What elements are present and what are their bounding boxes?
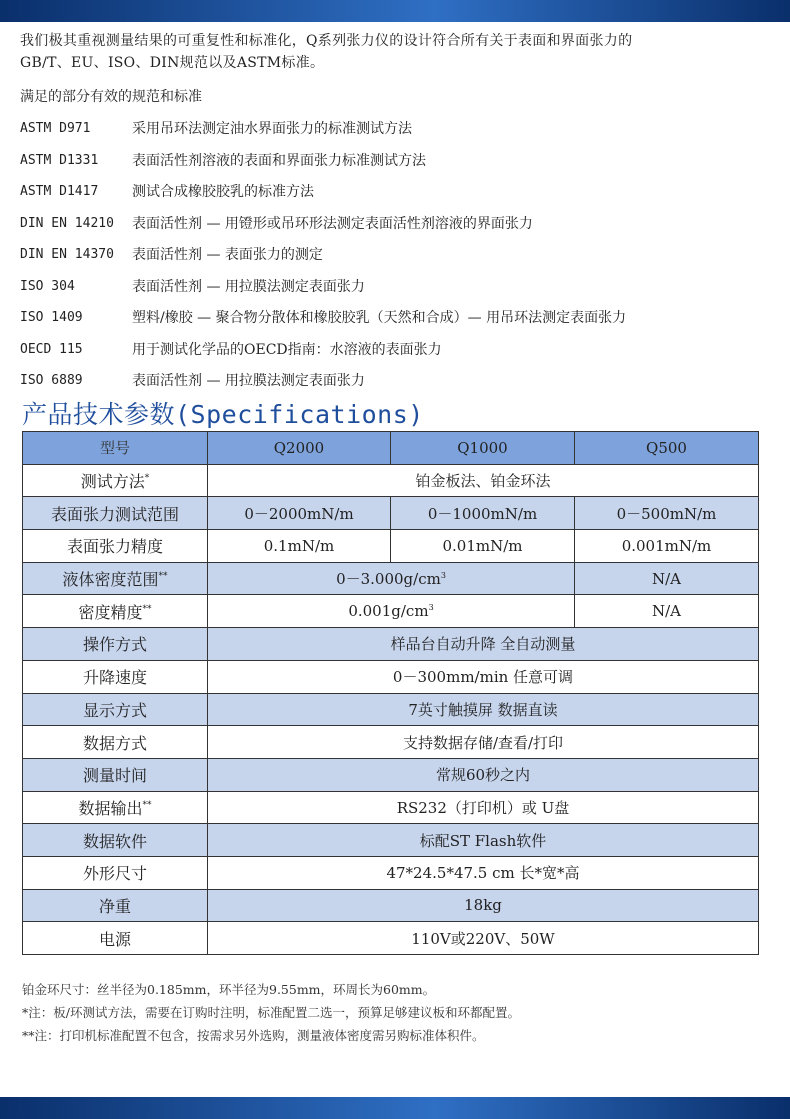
standard-code: ASTM D971 bbox=[20, 121, 91, 136]
standard-code: ASTM D1417 bbox=[20, 184, 99, 199]
precision-q1000: 0.01mN/m bbox=[391, 530, 575, 563]
standard-item bbox=[20, 179, 780, 211]
test-method-label: 测试方法 bbox=[80, 472, 145, 492]
standards-list bbox=[20, 116, 780, 400]
standard-item bbox=[20, 242, 780, 274]
operation-value: 样品台自动升降 全自动测量 bbox=[208, 628, 759, 661]
footnote-mark: ** bbox=[142, 800, 152, 811]
software-value: 标配ST Flash软件 bbox=[208, 824, 759, 857]
table-row bbox=[23, 726, 759, 759]
standard-item bbox=[20, 305, 780, 337]
precision-q500: 0.001mN/m bbox=[575, 530, 759, 563]
standard-code: ASTM D1331 bbox=[20, 152, 99, 168]
table-row bbox=[23, 856, 759, 889]
density-precision-q500: N/A bbox=[575, 595, 759, 628]
row-label bbox=[23, 464, 208, 497]
display-value: 7英寸触摸屏 数据直读 bbox=[208, 693, 759, 726]
intro-line-1: 我们极其重视测量结果的可重复性和标准化，Q系列张力仪的设计符合所有关于表面和界面张力的 bbox=[20, 33, 633, 49]
standard-description: 测试合成橡胶胶乳的标准方法 bbox=[132, 184, 314, 200]
data-mode-value: 支持数据存储/查看/打印 bbox=[208, 726, 759, 759]
operation-label: 操作方式 bbox=[23, 628, 208, 661]
density-precision-label: 密度精度 bbox=[78, 602, 143, 622]
table-row bbox=[23, 889, 759, 922]
table-row bbox=[23, 758, 759, 791]
data-mode-label: 数据方式 bbox=[23, 726, 208, 759]
output-value: RS232（打印机）或 U盘 bbox=[208, 791, 759, 824]
table-row bbox=[23, 530, 759, 563]
weight-value: 18kg bbox=[208, 889, 759, 922]
standard-description: 表面活性剂 — 用镫形或吊环形法测定表面活性剂溶液的界面张力 bbox=[132, 215, 533, 232]
table-row bbox=[23, 464, 759, 497]
standard-code: ISO 6889 bbox=[20, 373, 83, 388]
intro-line-2: GB/T、EU、ISO、DIN规范以及ASTM标准。 bbox=[20, 55, 325, 71]
range-q500: 0－500mN/m bbox=[575, 497, 759, 530]
test-method-value: 铂金板法、铂金环法 bbox=[208, 464, 759, 497]
note-ring-size: 铂金环尺寸：丝半径为0.185mm，环半径为9.55mm，环周长为60mm。 bbox=[22, 982, 436, 997]
note-printer: **注：打印机标准配置不包含，按需求另外选购，测量液体密度需另购标准体积件。 bbox=[22, 1028, 485, 1043]
power-value: 110V或220V、50W bbox=[208, 922, 759, 955]
standard-description: 塑料/橡胶 — 聚合物分散体和橡胶胶乳（天然和合成）— 用吊环法测定表面张力 bbox=[132, 310, 627, 326]
bottom-banner bbox=[0, 1097, 790, 1119]
table-row bbox=[23, 693, 759, 726]
standard-code: OECD 115 bbox=[20, 341, 83, 357]
standard-code: DIN EN 14210 bbox=[20, 215, 114, 231]
table-row bbox=[23, 660, 759, 693]
intro-paragraph bbox=[20, 30, 770, 74]
model-q500: Q500 bbox=[575, 432, 759, 465]
footnote-mark: ** bbox=[158, 571, 168, 582]
display-label: 显示方式 bbox=[23, 693, 208, 726]
standard-item bbox=[20, 116, 780, 148]
standards-subtitle: 满足的部分有效的规范和标准 bbox=[20, 89, 202, 105]
range-q2000: 0－2000mN/m bbox=[208, 497, 391, 530]
time-value: 常规60秒之内 bbox=[208, 758, 759, 791]
footnote-mark: * bbox=[144, 473, 150, 484]
unit-exponent: 3 bbox=[440, 571, 446, 581]
power-label: 电源 bbox=[23, 922, 208, 955]
specifications-table bbox=[22, 431, 759, 955]
standard-description: 用于测试化学品的OECD指南：水溶液的表面张力 bbox=[132, 341, 442, 358]
standard-item bbox=[20, 337, 780, 369]
model-q1000: Q1000 bbox=[391, 432, 575, 465]
model-q2000: Q2000 bbox=[208, 432, 391, 465]
size-label: 外形尺寸 bbox=[23, 856, 208, 889]
row-label bbox=[23, 562, 208, 595]
unit-exponent: 3 bbox=[428, 603, 434, 613]
top-banner bbox=[0, 0, 790, 22]
density-precision-value: 0.001g/cm bbox=[348, 602, 429, 621]
standard-description: 表面活性剂 — 用拉膜法测定表面张力 bbox=[132, 373, 365, 389]
table-row bbox=[23, 922, 759, 955]
density-range-q500: N/A bbox=[575, 562, 759, 595]
standard-description: 表面活性剂 — 用拉膜法测定表面张力 bbox=[132, 278, 365, 295]
note-method: *注：板/环测试方法，需要在订购时注明，标准配置二选一，预算足够建议板和环都配置。 bbox=[22, 1005, 520, 1020]
speed-label: 升降速度 bbox=[23, 660, 208, 693]
density-range-value: 0－3.000g/cm bbox=[336, 570, 441, 589]
precision-label: 表面张力精度 bbox=[23, 530, 208, 563]
footnote-mark: ** bbox=[142, 604, 152, 615]
table-row bbox=[23, 791, 759, 824]
weight-label: 净重 bbox=[23, 889, 208, 922]
table-row bbox=[23, 824, 759, 857]
specifications-title: 产品技术参数(Specifications) bbox=[22, 400, 424, 429]
standard-description: 表面活性剂 — 表面张力的测定 bbox=[132, 247, 323, 263]
table-row bbox=[23, 628, 759, 661]
speed-value: 0－300mm/min 任意可调 bbox=[208, 660, 759, 693]
density-range-label: 液体密度范围 bbox=[62, 570, 159, 590]
row-label bbox=[23, 595, 208, 628]
table-row bbox=[23, 497, 759, 530]
row-label bbox=[23, 791, 208, 824]
size-value: 47*24.5*47.5 cm 长*宽*高 bbox=[208, 856, 759, 889]
standard-description: 采用吊环法测定油水界面张力的标准测试方法 bbox=[132, 121, 412, 137]
standard-item bbox=[20, 148, 780, 180]
density-range-cell bbox=[208, 562, 575, 595]
density-precision-cell bbox=[208, 595, 575, 628]
table-header-row bbox=[23, 432, 759, 465]
standard-code: DIN EN 14370 bbox=[20, 247, 114, 262]
footnotes bbox=[22, 978, 782, 1047]
time-label: 测量时间 bbox=[23, 758, 208, 791]
standard-code: ISO 304 bbox=[20, 278, 75, 294]
model-header: 型号 bbox=[23, 432, 208, 465]
standard-code: ISO 1409 bbox=[20, 310, 83, 325]
table-row bbox=[23, 595, 759, 628]
standard-description: 表面活性剂溶液的表面和界面张力标准测试方法 bbox=[132, 152, 426, 169]
range-q1000: 0－1000mN/m bbox=[391, 497, 575, 530]
software-label: 数据软件 bbox=[23, 824, 208, 857]
range-label: 表面张力测试范围 bbox=[23, 497, 208, 530]
table-row bbox=[23, 562, 759, 595]
standard-item bbox=[20, 274, 780, 306]
standard-item bbox=[20, 211, 780, 243]
output-label: 数据输出 bbox=[78, 798, 143, 818]
precision-q2000: 0.1mN/m bbox=[208, 530, 391, 563]
